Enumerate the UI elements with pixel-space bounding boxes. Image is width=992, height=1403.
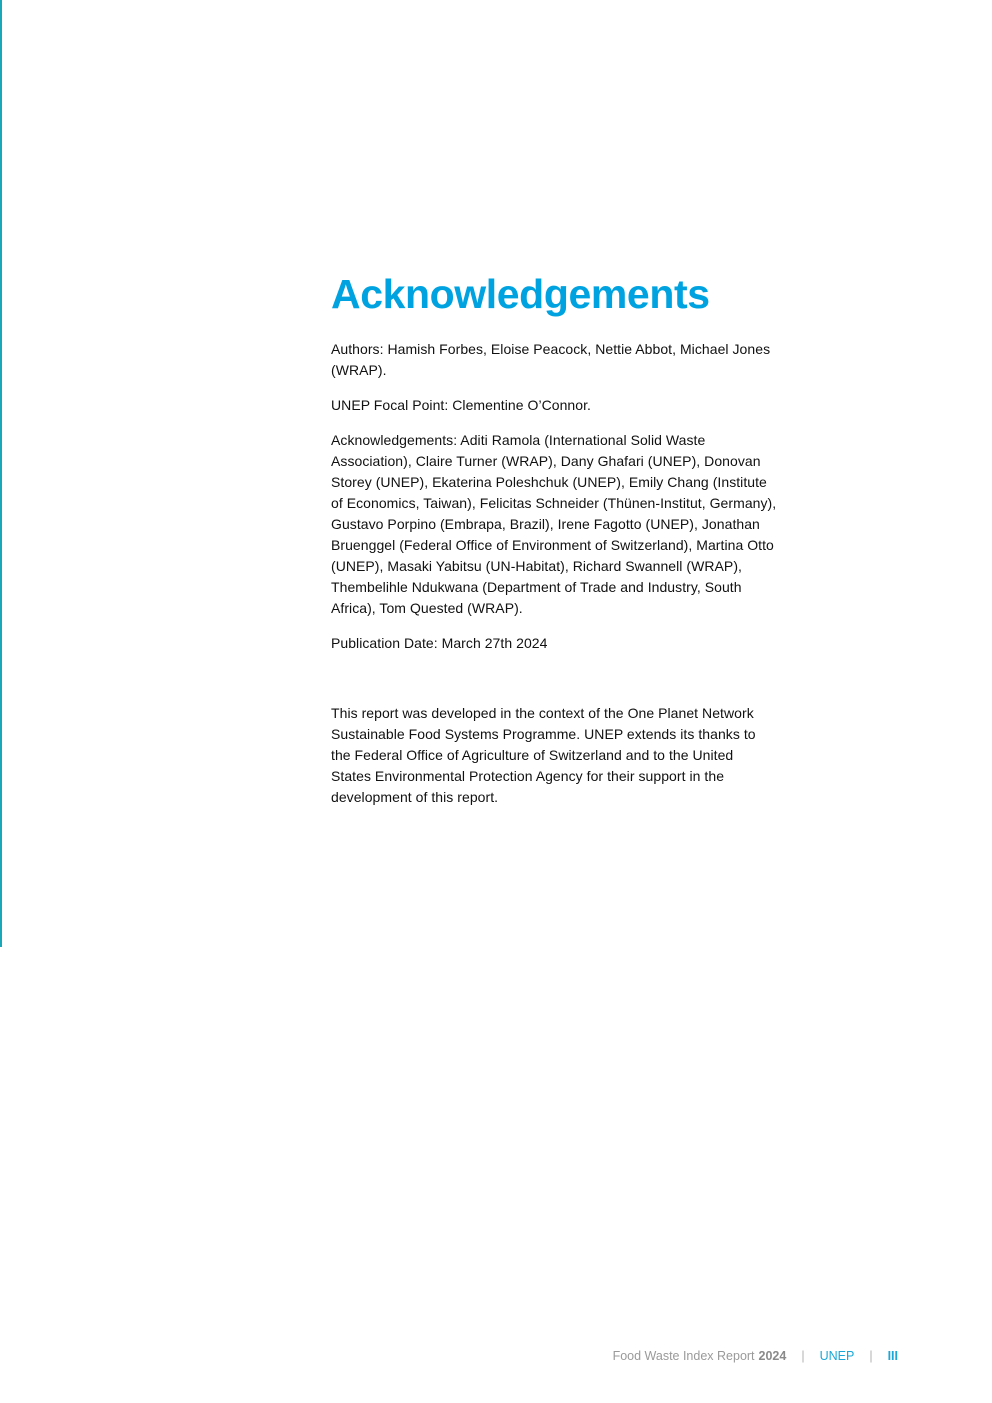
footer-separator: | <box>869 1349 873 1363</box>
publication-date-paragraph: Publication Date: March 27th 2024 <box>331 635 548 651</box>
footer-report-name: Food Waste Index Report <box>612 1349 755 1363</box>
main-content <box>331 270 777 822</box>
authors-paragraph: Authors: Hamish Forbes, Eloise Peacock, Nettie Abbot, Michael Jones (WRAP). <box>331 341 771 378</box>
acknowledgements-paragraph: Acknowledgements: Aditi Ramola (International Solid Waste Association), Claire Turner (WRAP), Dany Ghafari (UNEP), Donovan Storey (UNEP), Ekaterina Poleshchuk (UNEP), Emily Chang (Institute of Economics, Taiwan), Felicitas Schneider (Thünen-Institut, Germany), Gustavo Porpino (Embrapa, Brazil), Irene Fagotto (UNEP), Jonathan Bruenggel (Federal Office of Environment of Switzerland), Martina Otto (UNEP), Masaki Yabitsu (UN-Habitat), Richard Swannell (WRAP), Thembelihle Ndukwana (Department of Trade and Industry, South Africa), Tom Quested (WRAP). <box>331 432 777 616</box>
page-footer <box>613 1348 898 1364</box>
focal-point-paragraph: UNEP Focal Point: Clementine O’Connor. <box>331 397 591 413</box>
context-paragraph: This report was developed in the context of the One Planet Network Sustainable Food Systems Programme. UNEP extends its thanks to the Federal Office of Agriculture of Switzerland and to the United States Environmental Protection Agency for their support in the development of this report. <box>331 705 756 805</box>
page-title: Acknowledgements <box>331 271 710 317</box>
footer-separator: | <box>801 1349 805 1363</box>
left-margin-rule <box>0 0 2 947</box>
footer-organization: UNEP <box>819 1349 855 1363</box>
footer-year: 2024 <box>758 1349 787 1363</box>
footer-page-number: III <box>887 1349 898 1363</box>
